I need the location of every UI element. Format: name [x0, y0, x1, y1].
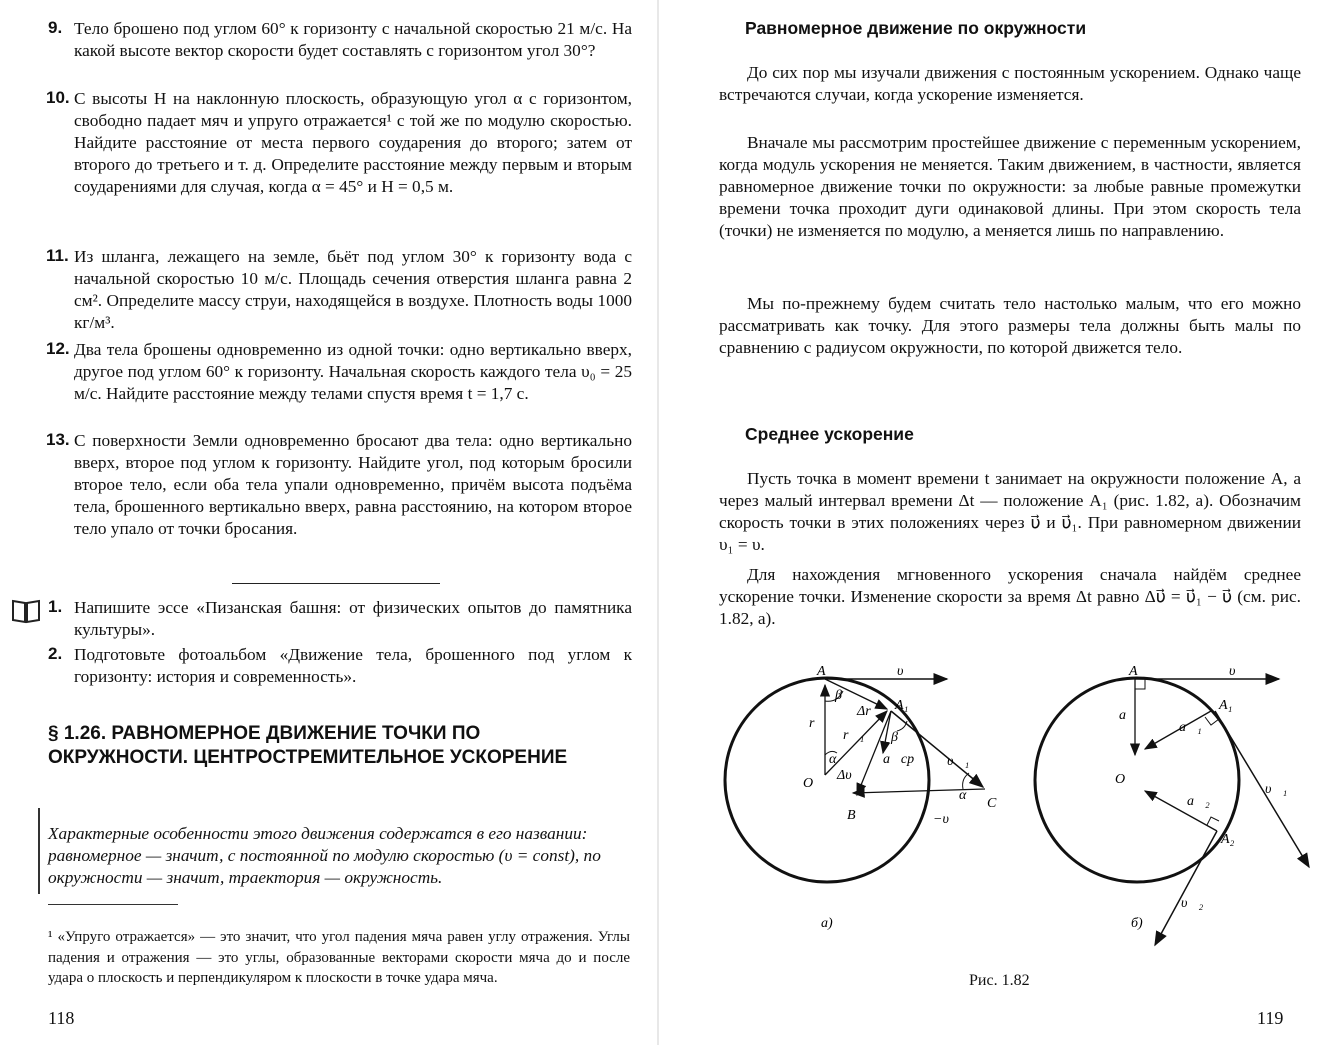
label-a-alpha2: α — [959, 788, 967, 803]
label-a-r: r⃗ — [809, 716, 826, 731]
label-a-C: C — [987, 796, 997, 811]
problem-12 — [46, 339, 632, 405]
footnote-rule — [48, 904, 178, 905]
section-intro: Характерные особенности этого движения содержатся в его названии: равномерное — значит, с постоянной по модулю скоростью (υ = const), по окружности — значит, траектория — окружность. — [48, 824, 601, 888]
page-number-right: 119 — [1257, 1008, 1284, 1028]
label-b-A1: A₁ — [1219, 698, 1233, 713]
problem-number: 11. — [46, 246, 69, 265]
label-b-v2: υ⃗₂ — [1181, 896, 1204, 911]
paragraph-text: Пусть точка в момент времени t занимает на окружности положение A, а через малый интервал времени Δt — положение A₁ (рис. 1.82, а). Обозначим скорость точки в этих положениях через υ⃗ и υ⃗₁. При равномерном движении υ₁ = υ. — [719, 469, 1301, 554]
problem-13 — [46, 430, 632, 540]
section-title: § 1.26. РАВНОМЕРНОЕ ДВИЖЕНИЕ ТОЧКИ ПО ОКРУЖНОСТИ. ЦЕНТРОСТРЕМИТЕЛЬНОЕ УСКОРЕНИЕ — [48, 723, 568, 768]
label-a-minus-v: −υ⃗ — [933, 812, 960, 827]
label-b-a2: a⃗₂ — [1187, 794, 1210, 809]
label-a-B: B — [847, 808, 856, 823]
paragraph-1 — [719, 62, 1301, 106]
label-a-beta2: β — [891, 730, 898, 745]
label-b-A2: A₂ — [1221, 832, 1235, 847]
label-a-beta: β — [835, 688, 842, 703]
problem-text: С высоты H на наклонную плоскость, образующую угол α с горизонтом, свободно падает мяч и упруго отражается¹ с той же по модулю скоростью. Найдите расстояние от места первого соударения до второго; затем от второго до третьего и т. д. Определите расстояние между первым и вторым соударениями для случая, когда α = 45° и H = 0,5 м. — [74, 89, 632, 196]
label-b-v: υ⃗ — [1229, 664, 1247, 679]
book-icon — [11, 598, 41, 624]
label-a-sub: а) — [821, 916, 833, 931]
problem-number: 10. — [46, 88, 70, 107]
problem-text: С поверхности Земли одновременно бросают два тела: одно вертикально вверх, второе под углом к горизонту. Найдите угол, под которым бросили второе тело, если оба тела упали одновременно, причём высота подъёма тела, брошенного вертикально вверх, равна расстоянию, на котором второе тело упало от точки бросания. — [74, 431, 632, 538]
heading-uniform-motion: Равномерное движение по окружности — [745, 18, 1087, 38]
intro-bar — [38, 808, 40, 894]
paragraph-5 — [719, 564, 1301, 630]
task-text: Напишите эссе «Пизанская башня: от физических опытов до памятника культуры». — [74, 598, 632, 639]
label-a-A: A — [817, 664, 826, 679]
label-a-alpha: α — [829, 752, 837, 767]
label-b-a: a⃗ — [1119, 708, 1137, 723]
paragraph-text: Вначале мы рассмотрим простейшее движение с переменным ускорением, когда модуль ускорения не меняется. Таким движением, в частности, является равномерное движение точки по окружности: за любые равные промежутки времени точка проходит дуги одинаковой длины. При этом скорость тела (точки) не изменяется по модулю, а меняется лишь по направлению. — [719, 133, 1301, 240]
left-page — [0, 0, 658, 1045]
paragraph-text: Для нахождения мгновенного ускорения сначала найдём среднее ускорение точки. Изменение скорости за время Δt равно Δυ⃗ = υ⃗₁ − υ⃗ (см. рис. 1.82, а). — [719, 565, 1301, 628]
footnote: ¹ «Упруго отражается» — это значит, что угол падения мяча равен углу отражения. Углы падения и отражения — это углы, образованные векторами скорости мяча до и после удара о плоскость и перпендикуляром к плоскости в точке удара мяча. — [48, 929, 630, 986]
paragraph-4 — [719, 468, 1301, 556]
page-number-left: 118 — [48, 1008, 75, 1028]
task-text: Подготовьте фотоальбом «Движение тела, брошенного под углом к горизонту: история и современность». — [74, 645, 632, 686]
label-a-r1: r⃗₁ — [843, 728, 865, 743]
right-page — [659, 0, 1317, 1045]
label-b-O: O — [1115, 772, 1126, 787]
label-a-O: O — [803, 776, 814, 791]
task-number: 2. — [48, 644, 63, 663]
problem-9 — [48, 18, 632, 62]
problem-number: 9. — [48, 18, 63, 37]
figure-b — [1035, 664, 1309, 945]
label-a-dv: Δυ⃗ — [837, 768, 863, 783]
figure-a — [725, 664, 997, 931]
label-a-dr: Δr⃗ — [857, 704, 882, 719]
problem-text: Два тела брошены одновременно из одной точки: одно вертикально вверх, другое под углом 60° к горизонту. Начальная скорость каждого тела υ₀ = 25 м/с. Найдите расстояние между телами спустя время t = 1,7 с. — [74, 340, 632, 403]
label-b-A: A — [1129, 664, 1138, 679]
label-a-acp: a⃗ср — [883, 752, 915, 767]
paragraph-2 — [719, 132, 1301, 242]
label-b-sub: б) — [1131, 916, 1143, 931]
heading-average-acceleration: Среднее ускорение — [745, 424, 914, 444]
paragraph-3 — [719, 293, 1301, 359]
paragraph-text: До сих пор мы изучали движения с постоянным ускорением. Однако чаще встречаются случаи, когда ускорение изменяется. — [719, 63, 1301, 104]
separator-line — [232, 583, 440, 584]
problem-text: Тело брошено под углом 60° к горизонту с начальной скоростью 21 м/с. На какой высоте вектор скорости будет составлять с горизонтом угол 30°? — [74, 19, 632, 60]
problem-11 — [46, 246, 632, 334]
label-a-A1: A₁ — [895, 698, 909, 713]
label-a-v1: υ⃗₁ — [947, 754, 970, 769]
problem-10 — [46, 88, 632, 198]
figure-caption: Рис. 1.82 — [969, 972, 1030, 989]
task-number: 1. — [48, 597, 63, 616]
problem-number: 12. — [46, 339, 70, 358]
label-b-v1: υ⃗₁ — [1265, 782, 1288, 797]
label-b-a1: a⃗₁ — [1179, 720, 1202, 735]
problem-text: Из шланга, лежащего на земле, бьёт под углом 30° к горизонту вода с начальной скоростью 10 м/с. Площадь сечения отверстия шланга равна 2 см². Определите массу струи, находящейся в воздухе. Плотность воды 1000 кг/м³. — [74, 247, 632, 332]
task-2 — [48, 644, 632, 688]
label-a-v: υ⃗ — [897, 664, 915, 679]
paragraph-text: Мы по-прежнему будем считать тело настолько малым, что его можно рассматривать как точку. Для этого размеры тела должны быть малы по сравнению с радиусом окружности, по которой движется тело. — [719, 294, 1301, 357]
problem-number: 13. — [46, 430, 70, 449]
figure-1-82 — [719, 645, 1317, 965]
task-1 — [48, 597, 632, 641]
